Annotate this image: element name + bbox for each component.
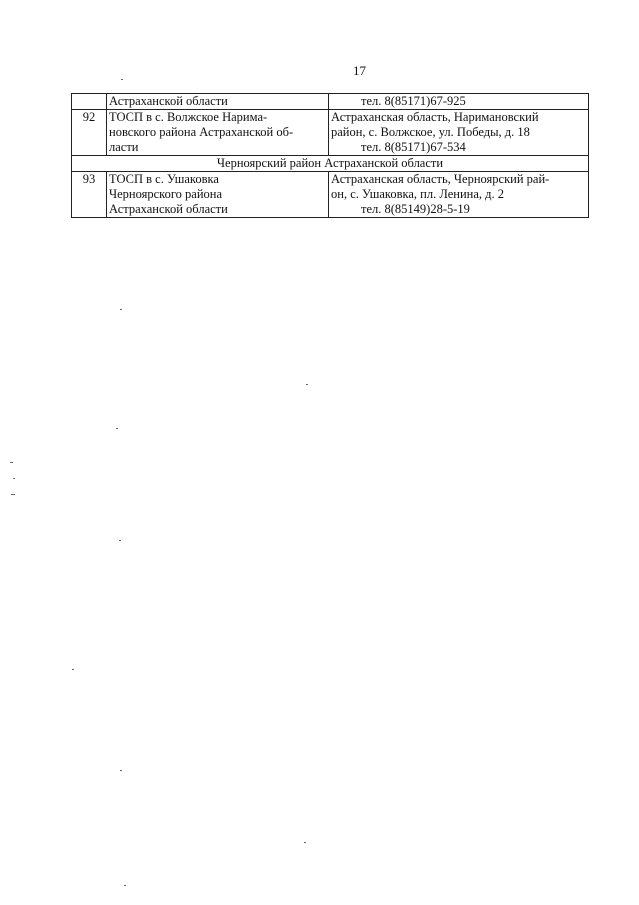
scan-speck <box>72 669 74 670</box>
office-address-line: он, с. Ушаковка, пл. Ленина, д. 2 <box>331 187 505 201</box>
office-name-line: Астраханской области <box>109 202 228 216</box>
office-phone: тел. 8(85149)28-5-19 <box>361 202 470 216</box>
row-number-cell: 93 <box>72 172 107 218</box>
office-name-line: ласти <box>109 140 139 154</box>
office-address-cell <box>329 172 589 218</box>
scan-speck <box>11 494 15 495</box>
office-name-line: ТОСП в с. Волжское Нарима- <box>109 110 268 124</box>
row-number-cell <box>72 94 107 110</box>
page-number: 17 <box>353 63 366 78</box>
scan-speck <box>119 540 121 541</box>
office-name-cell <box>107 110 329 156</box>
scan-speck <box>13 478 15 479</box>
office-name-cell <box>107 172 329 218</box>
office-address-cell <box>329 110 589 156</box>
scan-speck <box>120 309 122 310</box>
scan-speck <box>304 842 306 843</box>
office-name-line: ТОСП в с. Ушаковка <box>109 172 219 186</box>
table-row-continued <box>72 94 589 110</box>
office-phone: тел. 8(85171)67-534 <box>361 140 466 154</box>
scan-speck <box>120 770 122 771</box>
scan-speck <box>10 462 13 463</box>
scan-speck <box>116 428 118 429</box>
office-address-line: Астраханская область, Наримановский <box>331 110 539 124</box>
row-number-cell: 92 <box>72 110 107 156</box>
table-row-92 <box>72 110 589 156</box>
table-row-93 <box>72 172 589 218</box>
office-name-line: Черноярского района <box>109 187 223 201</box>
offices-table <box>71 93 589 218</box>
office-address-cell <box>329 94 589 110</box>
office-name-cell <box>107 94 329 110</box>
scan-speck <box>124 885 126 886</box>
scan-speck <box>306 384 308 385</box>
office-address-line: Астраханская область, Черноярский рай- <box>331 172 550 186</box>
office-name-line: Астраханской области <box>109 94 228 108</box>
scan-speck <box>121 79 123 80</box>
office-name-line: новского района Астраханской об- <box>109 125 294 139</box>
office-address-line: район, с. Волжское, ул. Победы, д. 18 <box>331 125 530 139</box>
office-phone: тел. 8(85171)67-925 <box>361 94 466 108</box>
table-row-section <box>72 156 589 172</box>
section-heading: Черноярский район Астраханской области <box>72 156 589 172</box>
